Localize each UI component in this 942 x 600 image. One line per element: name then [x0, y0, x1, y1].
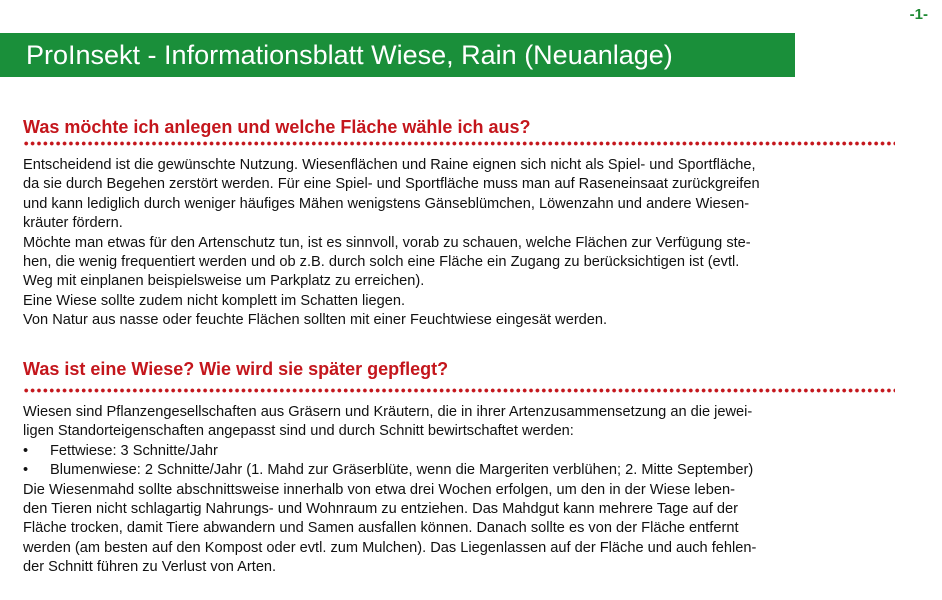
text-line: Die Wiesenmahd sollte abschnittsweise innerhalb von etwa drei Wochen erfolgen, um den in der Wiese leben- [23, 481, 735, 498]
bullet-icon: • [23, 442, 29, 459]
list-item-text: Fettwiese: 3 Schnitte/Jahr [50, 442, 218, 459]
text-line: Entscheidend ist die gewünschte Nutzung. Wiesenflächen und Raine eignen sich nicht als Spiel- und Sportfläche, [23, 157, 756, 173]
list-item [23, 461, 903, 480]
text-line: der Schnitt führen zu Verlust von Arten. [23, 559, 277, 576]
text-line: den Tieren nicht schlagartig Nahrungs- und Wohnraum zu entziehen. Das Mahdgut kann mehrere Tage auf der [23, 500, 738, 517]
section-body-choose-area [23, 156, 903, 331]
text-line: Weg mit einplanen beispielsweise um Parkplatz zu erreichen). [23, 273, 425, 290]
text-line: Möchte man etwas für den Artenschutz tun, ist es sinnvoll, vorab zu schauen, welche Flächen zur Verfügung ste- [23, 234, 751, 251]
section-body-meadow-care [23, 403, 903, 578]
bullet-icon: • [23, 462, 29, 479]
list-item [23, 442, 903, 461]
text-line: ligen Standorteigenschaften angepasst sind und durch Schnitt bewirtschaftet werden: [23, 423, 574, 440]
text-line: Eine Wiese sollte zudem nicht komplett im Schatten liegen. [23, 292, 406, 309]
text-line: hen, die wenig frequentiert werden und ob z.B. durch solch eine Fläche ein Zugang zu berücksichtigen ist (evtl. [23, 253, 740, 270]
page-title-banner: ProInsekt - Informationsblatt Wiese, Rain (Neuanlage) [0, 33, 795, 77]
dotted-divider [23, 388, 895, 393]
list-item-text: Blumenwiese: 2 Schnitte/Jahr (1. Mahd zur Gräserblüte, wenn die Margeriten verblühen; 2. Mitte September) [50, 462, 754, 479]
text-line: Fläche trocken, damit Tiere abwandern und Samen ausfallen können. Danach sollte es von der Fläche entfernt [23, 520, 739, 537]
text-line: da sie durch Begehen zerstört werden. Für eine Spiel- und Sportfläche muss man auf Raseneinsaat zurückgreifen [23, 176, 760, 193]
text-line: Von Natur aus nasse oder feuchte Flächen sollten mit einer Feuchtwiese eingesät werden. [23, 312, 608, 329]
section-heading-choose-area: Was möchte ich anlegen und welche Fläche wähle ich aus? [23, 117, 531, 137]
text-line: werden (am besten auf den Kompost oder evtl. zum Mulchen). Das Liegenlassen auf der Fläche und auch fehlen- [23, 539, 757, 556]
text-line: und kann lediglich durch weniger häufiges Mähen wenigstens Gänseblümchen, Löwenzahn und andere Wiesen- [23, 195, 750, 212]
page-number: -1- [909, 6, 928, 23]
dotted-divider [23, 141, 895, 146]
section-heading-meadow-care: Was ist eine Wiese? Wie wird sie später gepflegt? [23, 359, 449, 379]
text-line: kräuter fördern. [23, 215, 123, 232]
text-line: Wiesen sind Pflanzengesellschaften aus Gräsern und Kräutern, die in ihrer Artenzusammensetzung an die jewei- [23, 404, 753, 420]
